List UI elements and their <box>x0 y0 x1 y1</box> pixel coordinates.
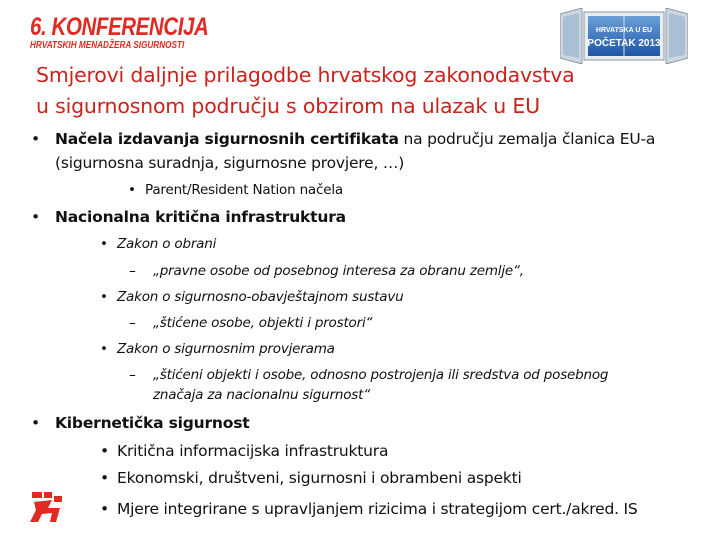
dash-item-text: „štićene osobe, objekti i prostori“ <box>153 315 373 331</box>
bullet-certificates-line2: (sigurnosna suradnja, sigurnosne provjere, …) <box>55 154 405 172</box>
dash-glyph: – <box>129 263 136 279</box>
sub-bullet-defense-law <box>100 234 217 254</box>
dash-item-defense-law <box>129 261 524 281</box>
window-banner-image <box>560 8 688 68</box>
sub-bullet-text: Parent/Resident Nation načela <box>145 182 343 198</box>
bullet-dot: • <box>100 341 108 357</box>
logo-title: 6. KONFERENCIJA <box>30 13 209 41</box>
sub-bullet-text: Kritična informacijska infrastruktura <box>117 442 389 460</box>
dash-glyph: – <box>129 315 136 331</box>
sub-bullet-nation-principles <box>128 180 343 200</box>
bullet-cyber-security <box>31 412 250 434</box>
dash-glyph: – <box>129 367 136 383</box>
dash-item-intelligence-law <box>129 313 373 333</box>
dash-item-security-checks-law-line2: značaja za nacionalnu sigurnost“ <box>153 387 371 403</box>
bullet-dot: • <box>31 208 40 226</box>
sub-bullet-critical-it-infrastructure <box>100 440 389 462</box>
dash-item-text: „pravne osobe od posebnog interesa za obranu zemlje“, <box>153 263 524 279</box>
sub-bullet-text: Zakon o sigurnosnim provjerama <box>117 341 335 357</box>
bullet-critical-infrastructure <box>31 206 346 228</box>
dash-item-security-checks-law <box>129 365 609 385</box>
bullet-certificates-bold: Načela izdavanja sigurnosnih certifikata <box>55 130 399 148</box>
slide-title <box>36 60 696 122</box>
bullet-certificates <box>31 128 656 150</box>
sub-bullet-intelligence-law <box>100 287 404 307</box>
title-line-2: u sigurnosnom području s obzirom na ulazak u EU <box>36 94 540 118</box>
bullet-critical-infrastructure-bold: Nacionalna kritična infrastruktura <box>55 208 346 226</box>
bullet-cyber-security-bold: Kibernetička sigurnost <box>55 414 250 432</box>
running-figure-icon <box>30 492 64 522</box>
bullet-dot: • <box>100 442 109 460</box>
bullet-dot: • <box>31 414 40 432</box>
sub-bullet-text: Ekonomski, društveni, sigurnosni i obrambeni aspekti <box>117 469 522 487</box>
banner-line-2: POČETAK 2013 <box>587 38 661 49</box>
footer-logo-icon <box>30 492 64 526</box>
sub-bullet-text: Zakon o obrani <box>117 236 217 252</box>
logo-subtitle: HRVATSKIH MENADŽERA SIGURNOSTI <box>30 40 185 51</box>
sub-bullet-text: Zakon o sigurnosno-obavještajnom sustavu <box>117 289 404 305</box>
bullet-dot: • <box>31 130 40 148</box>
sub-bullet-text: Mjere integrirane s upravljanjem rizicima i strategijom cert./akred. IS <box>117 500 638 518</box>
bullet-dot: • <box>100 500 109 518</box>
bullet-dot: • <box>100 469 109 487</box>
bullet-dot: • <box>100 289 108 305</box>
sub-bullet-measures <box>100 498 638 520</box>
sub-bullet-security-checks-law <box>100 339 335 359</box>
bullet-dot: • <box>128 182 136 198</box>
title-line-1: Smjerovi daljnje prilagodbe hrvatskog zakonodavstva <box>36 63 575 87</box>
dash-item-text: „štićeni objekti i osobe, odnosno postrojenja ili sredstva od posebnog <box>153 367 609 383</box>
window-illustration <box>560 8 688 64</box>
banner-line-1: HRVATSKA U EU <box>595 27 653 34</box>
bullet-certificates-text: na području zemalja članica EU-a <box>398 130 656 148</box>
conference-logo <box>30 14 248 51</box>
sub-bullet-aspects <box>100 467 522 489</box>
bullet-dot: • <box>100 236 108 252</box>
